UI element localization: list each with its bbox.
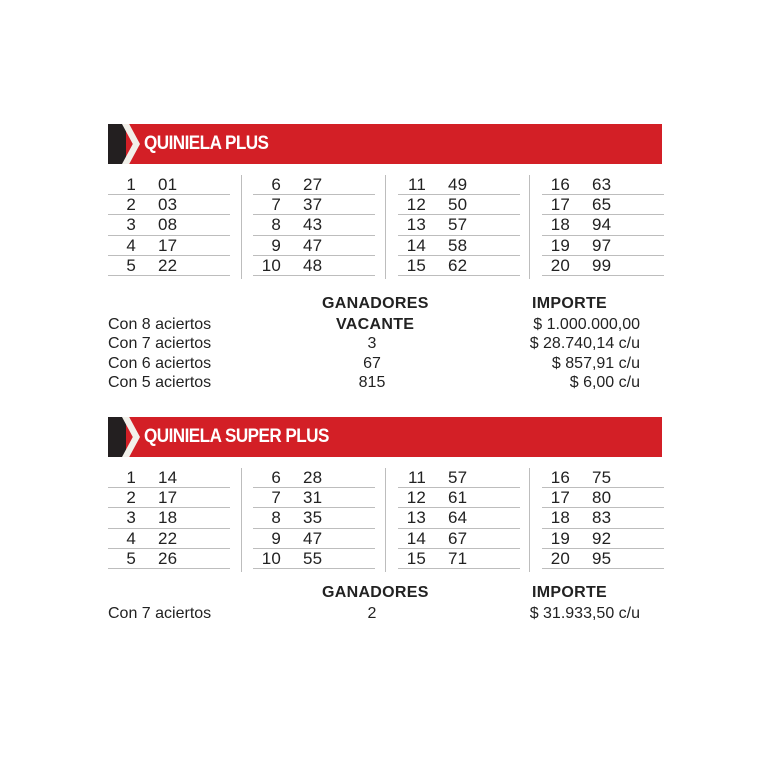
drawn-number: 26 (158, 548, 178, 568)
draw-row (542, 195, 664, 215)
draw-position: 11 (407, 175, 426, 194)
prize-label: Con 5 aciertos (108, 373, 212, 391)
drawn-number: 71 (448, 548, 468, 568)
drawn-number: 67 (448, 528, 468, 548)
section-banner (108, 124, 662, 164)
winners-header (108, 584, 662, 604)
drawn-number: 35 (303, 508, 323, 528)
prize-label: Con 6 aciertos (108, 354, 212, 372)
drawn-number: 57 (448, 468, 468, 487)
draw-row (542, 215, 664, 235)
drawn-number: 27 (303, 175, 323, 194)
winners-count: 2 (367, 605, 377, 622)
section-title: QUINIELA PLUS (144, 133, 269, 154)
column-separator (529, 468, 530, 572)
draw-position: 14 (406, 235, 426, 255)
prize-label: Con 8 aciertos (108, 316, 212, 333)
winners-count: 67 (363, 354, 381, 372)
draw-row (253, 468, 375, 488)
draw-position: 10 (261, 548, 281, 568)
winners-count: VACANTE (336, 316, 415, 333)
numbers-column (542, 175, 664, 276)
draw-row (253, 508, 375, 528)
prize-label: Con 7 aciertos (108, 605, 212, 622)
draw-position: 3 (126, 215, 136, 235)
draw-row (542, 236, 664, 256)
draw-row (108, 195, 230, 215)
drawn-number: 17 (158, 488, 178, 508)
draw-row (398, 488, 520, 508)
ganadores-header: GANADORES (322, 295, 429, 312)
drawn-number: 63 (592, 175, 612, 194)
drawn-number: 14 (158, 468, 178, 487)
drawn-number: 22 (158, 255, 178, 275)
draw-row (108, 175, 230, 195)
prize-amount: $ 28.740,14 c/u (529, 335, 640, 353)
draw-position: 12 (406, 195, 426, 215)
draw-position: 1 (126, 468, 136, 487)
numbers-grid (108, 175, 662, 279)
draw-position: 8 (271, 215, 281, 235)
drawn-number: 18 (158, 508, 178, 528)
numbers-column (108, 175, 230, 276)
draw-position: 13 (406, 508, 426, 528)
draw-position: 16 (550, 468, 570, 487)
winners-count: 3 (367, 335, 377, 353)
drawn-number: 55 (303, 548, 323, 568)
draw-row (398, 468, 520, 488)
draw-row (542, 508, 664, 528)
draw-position: 19 (550, 528, 570, 548)
draw-row (253, 549, 375, 569)
drawn-number: 62 (448, 255, 468, 275)
draw-row (253, 488, 375, 508)
draw-row (542, 175, 664, 195)
draw-row (398, 256, 520, 276)
draw-row (108, 468, 230, 488)
draw-position: 17 (550, 195, 570, 215)
draw-row (542, 529, 664, 549)
prize-row (108, 334, 662, 353)
draw-row (398, 175, 520, 195)
numbers-column (398, 468, 520, 569)
column-separator (385, 468, 386, 572)
drawn-number: 58 (448, 235, 468, 255)
draw-position: 1 (126, 175, 136, 194)
draw-row (108, 549, 230, 569)
draw-position: 13 (406, 215, 426, 235)
prize-amount: $ 1.000.000,00 (533, 316, 640, 333)
draw-row (108, 529, 230, 549)
draw-position: 7 (271, 195, 281, 215)
drawn-number: 83 (592, 508, 612, 528)
draw-row (542, 549, 664, 569)
section-banner (108, 417, 662, 457)
drawn-number: 92 (592, 528, 612, 548)
drawn-number: 08 (158, 215, 178, 235)
draw-position: 15 (406, 548, 426, 568)
drawn-number: 99 (592, 255, 612, 275)
drawn-number: 17 (158, 235, 178, 255)
prize-row (108, 373, 662, 392)
drawn-number: 47 (303, 235, 323, 255)
ganadores-header: GANADORES (322, 584, 429, 601)
prize-amount: $ 857,91 c/u (551, 354, 640, 372)
numbers-column (253, 175, 375, 276)
draw-row (398, 195, 520, 215)
draw-row (398, 215, 520, 235)
numbers-column (108, 468, 230, 569)
winners-count: 815 (358, 373, 386, 391)
drawn-number: 65 (592, 195, 612, 215)
draw-position: 9 (271, 235, 281, 255)
draw-row (253, 529, 375, 549)
drawn-number: 64 (448, 508, 468, 528)
drawn-number: 75 (592, 468, 612, 487)
draw-position: 5 (126, 548, 136, 568)
quiniela-super-plus-section (108, 417, 662, 623)
draw-position: 6 (271, 468, 281, 487)
drawn-number: 31 (303, 488, 323, 508)
numbers-column (542, 468, 664, 569)
drawn-number: 43 (303, 215, 323, 235)
draw-position: 20 (550, 548, 570, 568)
draw-position: 20 (550, 255, 570, 275)
banner-dark-block (108, 124, 126, 164)
section-title: QUINIELA SUPER PLUS (144, 426, 329, 447)
drawn-number: 57 (448, 215, 468, 235)
draw-row (542, 488, 664, 508)
draw-position: 9 (271, 528, 281, 548)
importe-header: IMPORTE (532, 295, 607, 312)
draw-row (108, 256, 230, 276)
draw-row (542, 256, 664, 276)
draw-position: 8 (271, 508, 281, 528)
prize-row (108, 315, 662, 334)
draw-row (108, 236, 230, 256)
draw-position: 18 (550, 215, 570, 235)
prize-amount: $ 6,00 c/u (569, 373, 640, 391)
draw-row (398, 529, 520, 549)
numbers-column (398, 175, 520, 276)
draw-row (542, 468, 664, 488)
numbers-column (253, 468, 375, 569)
drawn-number: 80 (592, 488, 612, 508)
draw-row (398, 508, 520, 528)
prize-amount: $ 31.933,50 c/u (529, 605, 640, 622)
column-separator (241, 468, 242, 572)
draw-position: 12 (406, 488, 426, 508)
importe-header: IMPORTE (532, 584, 607, 601)
draw-position: 5 (126, 255, 136, 275)
column-separator (529, 175, 530, 279)
column-separator (385, 175, 386, 279)
winners-table (108, 584, 662, 623)
drawn-number: 61 (448, 488, 468, 508)
winners-table (108, 295, 662, 392)
draw-row (253, 195, 375, 215)
draw-position: 15 (406, 255, 426, 275)
prize-label: Con 7 aciertos (108, 335, 212, 353)
draw-position: 7 (271, 488, 281, 508)
banner-dark-block (108, 417, 126, 457)
drawn-number: 47 (303, 528, 323, 548)
drawn-number: 95 (592, 548, 612, 568)
drawn-number: 48 (303, 255, 323, 275)
draw-row (108, 508, 230, 528)
draw-position: 16 (550, 175, 570, 194)
drawn-number: 01 (158, 175, 178, 194)
drawn-number: 50 (448, 195, 468, 215)
draw-row (398, 549, 520, 569)
draw-row (253, 175, 375, 195)
draw-row (253, 236, 375, 256)
draw-position: 4 (126, 235, 136, 255)
draw-row (398, 236, 520, 256)
drawn-number: 49 (448, 175, 468, 194)
draw-row (253, 215, 375, 235)
drawn-number: 94 (592, 215, 612, 235)
draw-row (253, 256, 375, 276)
drawn-number: 22 (158, 528, 178, 548)
draw-position: 14 (406, 528, 426, 548)
draw-position: 19 (550, 235, 570, 255)
drawn-number: 28 (303, 468, 323, 487)
draw-position: 2 (126, 488, 136, 508)
winners-header (108, 295, 662, 315)
drawn-number: 03 (158, 195, 178, 215)
prize-row (108, 604, 662, 623)
prize-row (108, 354, 662, 373)
draw-position: 18 (550, 508, 570, 528)
draw-position: 10 (261, 255, 281, 275)
draw-position: 17 (550, 488, 570, 508)
draw-position: 11 (407, 468, 426, 487)
column-separator (241, 175, 242, 279)
quiniela-plus-section (108, 124, 662, 392)
draw-position: 3 (126, 508, 136, 528)
draw-position: 4 (126, 528, 136, 548)
draw-position: 6 (271, 175, 281, 194)
draw-position: 2 (126, 195, 136, 215)
drawn-number: 37 (303, 195, 323, 215)
draw-row (108, 488, 230, 508)
numbers-grid (108, 468, 662, 572)
draw-row (108, 215, 230, 235)
drawn-number: 97 (592, 235, 612, 255)
